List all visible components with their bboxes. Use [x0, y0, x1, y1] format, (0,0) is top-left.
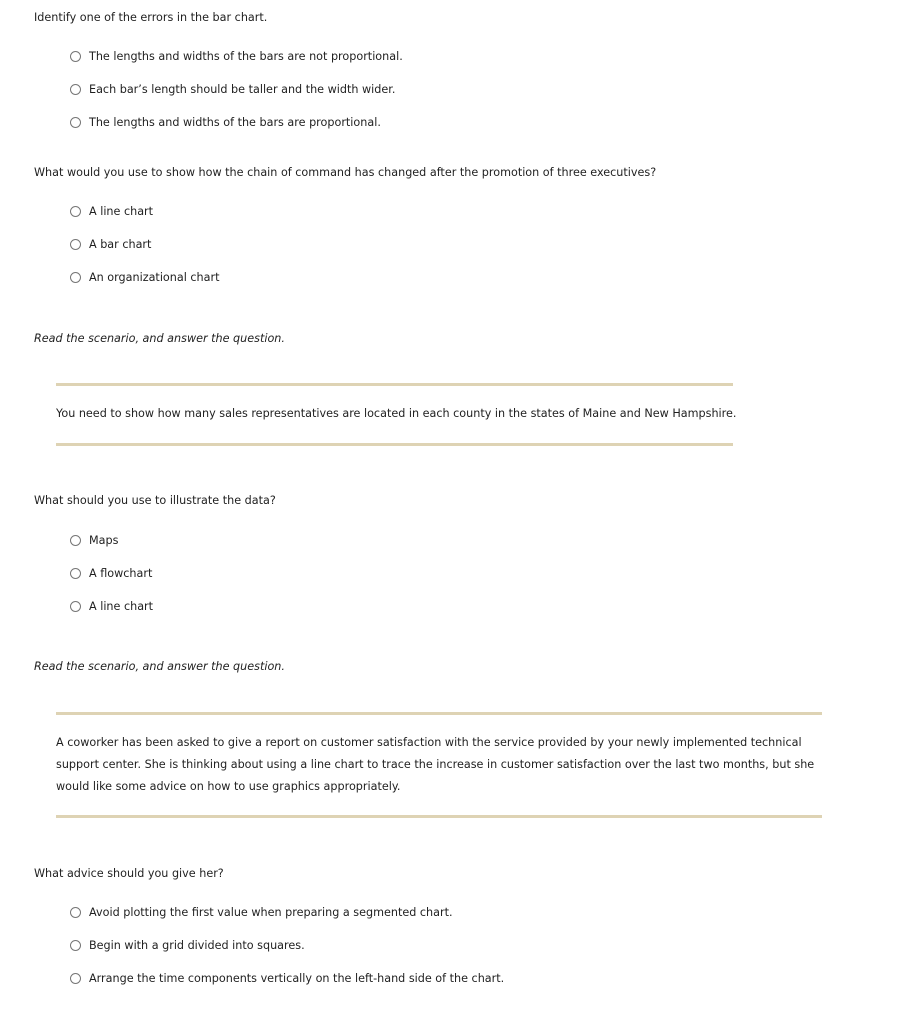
radio-button[interactable] — [70, 568, 81, 579]
radio-button[interactable] — [70, 907, 81, 918]
option-label: A line chart — [89, 204, 154, 218]
scenario-intro-1: Read the scenario, and answer the question. — [34, 332, 285, 345]
radio-button[interactable] — [70, 206, 81, 217]
option-label: A flowchart — [89, 566, 153, 580]
q2-option-1[interactable] — [70, 203, 153, 219]
scenario-text-2: A coworker has been asked to give a report on customer satisfaction with the service provided by your newly implemented technical support center. She is thinking about using a line chart to trace the increase in customer satisfaction over the last two months, but she would like some advice on how to use graphics appropriately. — [56, 736, 815, 793]
scenario-intro-2: Read the scenario, and answer the question. — [34, 660, 285, 673]
q3-option-2[interactable] — [70, 565, 152, 581]
q3-option-1[interactable] — [70, 532, 118, 548]
q4-option-3[interactable] — [70, 970, 504, 986]
q3-option-3[interactable] — [70, 598, 153, 614]
q1-option-3[interactable] — [70, 114, 381, 130]
option-label: An organizational chart — [89, 270, 220, 284]
radio-button[interactable] — [70, 940, 81, 951]
q4-option-2[interactable] — [70, 937, 305, 953]
q1-option-1[interactable] — [70, 48, 403, 64]
scenario-text-1: You need to show how many sales representatives are located in each county in the states of Maine and New Hampshire. — [56, 407, 737, 420]
q2-option-2[interactable] — [70, 236, 151, 252]
q1-option-2[interactable] — [70, 81, 395, 97]
option-label: A bar chart — [89, 237, 152, 251]
radio-button[interactable] — [70, 51, 81, 62]
radio-button[interactable] — [70, 117, 81, 128]
radio-button[interactable] — [70, 239, 81, 250]
scenario-bottom-divider — [56, 815, 822, 818]
radio-button[interactable] — [70, 973, 81, 984]
question-1-text: Identify one of the errors in the bar chart. — [34, 11, 268, 24]
question-2-text: What would you use to show how the chain of command has changed after the promotion of three executives? — [34, 166, 657, 179]
option-label: Arrange the time components vertically on the left-hand side of the chart. — [89, 971, 505, 985]
option-label: Begin with a grid divided into squares. — [89, 938, 305, 952]
scenario-top-divider — [56, 712, 822, 715]
question-3-text: What should you use to illustrate the data? — [34, 494, 276, 507]
scenario-top-divider — [56, 383, 733, 386]
radio-button[interactable] — [70, 535, 81, 546]
radio-button[interactable] — [70, 272, 81, 283]
option-label: The lengths and widths of the bars are not proportional. — [89, 49, 403, 63]
option-label: The lengths and widths of the bars are proportional. — [89, 115, 381, 129]
option-label: Each bar’s length should be taller and the width wider. — [89, 82, 396, 96]
option-label: Avoid plotting the first value when preparing a segmented chart. — [89, 905, 453, 919]
option-label: A line chart — [89, 599, 154, 613]
radio-button[interactable] — [70, 601, 81, 612]
q2-option-3[interactable] — [70, 269, 219, 285]
option-label: Maps — [89, 533, 119, 547]
question-4-text: What advice should you give her? — [34, 867, 224, 880]
q4-option-1[interactable] — [70, 904, 453, 920]
radio-button[interactable] — [70, 84, 81, 95]
scenario-bottom-divider — [56, 443, 733, 446]
